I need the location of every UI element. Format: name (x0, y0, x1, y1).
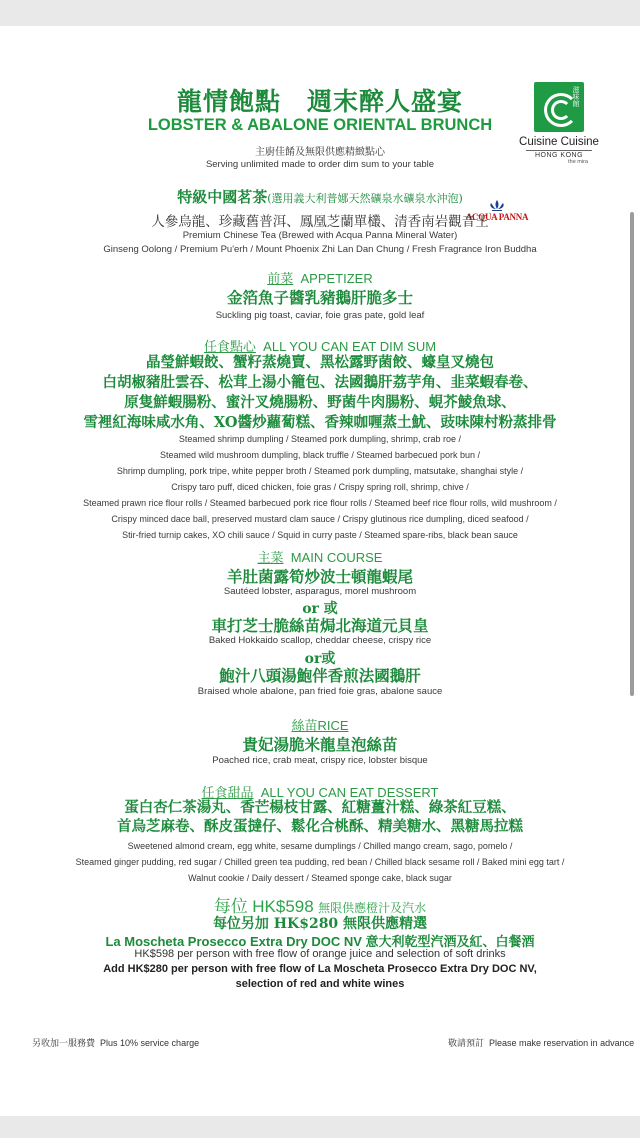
or-divider: or或 (304, 651, 336, 667)
tea-title: 特級中國茗茶(選用義大利普娜天然礦泉水礦泉水沖泡) (177, 188, 463, 206)
main-dish-2-en: Baked Hokkaido scallop, cheddar cheese, crispy rice (208, 635, 432, 646)
logo-name: Cuisine Cuisine (519, 136, 599, 148)
service-charge-note: 另收加一服務費 Plus 10% service charge (32, 1038, 200, 1049)
rice-dish-zh: 貴妃湯脆米龍皇泡絲苗 (242, 735, 398, 754)
main-dish-2-zh: 車打芝士脆絲苗焗北海道元貝皇 (211, 616, 429, 635)
dessert-zh-line: 蛋白杏仁茶湯丸、香芒楊枝甘露、紅糖薑汁糕、綠茶紅豆糕、 (124, 799, 516, 816)
tea-items-zh: 人參烏龍、珍藏舊普洱、鳳凰芝蘭單欉、清香南岩觀音王 (151, 214, 489, 230)
dimsum-list-en (0, 431, 640, 543)
menu-page (0, 26, 640, 1116)
rice-dish-en: Poached rice, crab meat, crispy rice, lobster bisque (212, 755, 428, 766)
tea-title-en: Premium Chinese Tea (Brewed with Acqua Panna Mineral Water) (182, 230, 458, 241)
dessert-en-line: Walnut cookie / Daily dessert / Steamed sponge cake, black sugar (188, 873, 452, 883)
price-line-4: HK$598 per person with free flow of orange juice and selection of soft drinks (134, 948, 506, 960)
price-line-3: La Moscheta Prosecco Extra Dry DOC NV 意大利乾型汽酒及紅、白餐酒 (105, 934, 535, 949)
price-line-1: 每位 HK$598 無限供應橙汁及汽水 (213, 897, 427, 917)
dimsum-header: 任食點心 ALL YOU CAN EAT DIM SUM (203, 339, 437, 355)
reservation-note: 敬請預訂 Please make reservation in advance (448, 1038, 635, 1049)
dessert-en-line: Sweetened almond cream, egg white, sesame dumplings / Chilled mango cream, sago, pomelo / (127, 841, 513, 851)
dimsum-en-line: Steamed prawn rice flour rolls / Steamed barbecued pork rice flour rolls / Steamed beef rice flour rolls, wild mushroom / (83, 498, 557, 508)
dimsum-en-line: Crispy taro puff, diced chicken, foie gras / Crispy spring roll, shrimp, chive / (171, 482, 469, 492)
cc-logo-icon: 滋味館 (534, 82, 584, 132)
or-divider: or 或 (302, 601, 338, 617)
dessert-en-line: Steamed ginger pudding, red sugar / Chilled green tea pudding, red bean / Chilled black sesame roll / Baked mini egg tart / (75, 857, 565, 867)
subtitle-zh: 主廚佳餚及無限供應精緻點心 (255, 147, 385, 158)
title-en: LOBSTER & ABALONE ORIENTAL BRUNCH (147, 116, 493, 134)
main-dish-1-en: Sautéed lobster, asparagus, morel mushroom (223, 586, 417, 597)
appetizer-dish-zh: 金箔魚子醬乳豬鵝肝脆多士 (226, 288, 413, 307)
logo-city: HONG KONG (526, 150, 592, 159)
dimsum-en-line: Stir-fried turnip cakes, XO chili sauce / Squid in curry paste / Steamed spare-ribs, black bean sauce (122, 530, 518, 540)
dimsum-zh-line: 雪裡紅海味咸水角、XO醬炒蘿蔔糕、香辣咖喱蒸土魷、豉味陳村粉蒸排骨 (83, 414, 557, 431)
appetizer-header: 前菜 APPETIZER (267, 271, 373, 287)
main-dish-3-zh: 鮑汁八頭湯鮑伴香煎法國鵝肝 (219, 666, 421, 685)
price-line-2: 每位另加 HK$280 無限供應精選 (212, 916, 428, 932)
rice-header: 絲苗RICE (291, 718, 349, 734)
tea-items-en: Ginseng Oolong / Premium Pu'erh / Mount Phoenix Zhi Lan Dan Chung / Fresh Fragrance Iron Buddha (103, 244, 537, 255)
dessert-list-zh (0, 798, 640, 836)
dessert-header: 任食甜品 ALL YOU CAN EAT DESSERT (201, 785, 439, 801)
title-zh: 龍情飽點 週末醉人盛宴 (176, 87, 463, 116)
dimsum-zh-line: 白胡椒豬肚雲吞、松茸上湯小籠包、法國鵝肝荔芋角、韭菜蝦春卷、 (102, 374, 538, 391)
price-line-6: selection of red and white wines (235, 978, 405, 990)
subtitle-en: Serving unlimited made to order dim sum to your table (205, 159, 435, 170)
dimsum-zh-line: 原隻鮮蝦腸粉、蜜汁叉燒腸粉、野菌牛肉腸粉、蜆芥鯪魚球、 (124, 394, 516, 411)
main-dish-3-en: Braised whole abalone, pan fried foie gras, abalone sauce (197, 686, 443, 697)
dimsum-zh-line: 晶瑩鮮蝦餃、蟹籽蒸燒賣、黑松露野菌餃、蠔皇叉燒包 (146, 354, 494, 371)
main-dish-1-zh: 羊肚菌露筍炒波士頓龍蝦尾 (226, 567, 413, 586)
dimsum-en-line: Crispy minced dace ball, preserved mustard clam sauce / Crispy glutinous rice dumpling, diced seafood / (111, 514, 529, 524)
dessert-zh-line: 首烏芝麻卷、酥皮蛋撻仔、鬆化合桃酥、精美糖水、黑糖馬拉糕 (117, 818, 523, 835)
acqua-panna-logo: ACQUA PANNA (460, 200, 534, 222)
logo-sub: the mira (568, 159, 588, 165)
dimsum-en-line: Steamed shrimp dumpling / Steamed pork dumpling, shrimp, crab roe / (178, 434, 462, 444)
dimsum-en-line: Steamed wild mushroom dumpling, black truffle / Steamed barbecued pork bun / (159, 450, 480, 460)
appetizer-dish-en: Suckling pig toast, caviar, foie gras pate, gold leaf (215, 310, 425, 321)
dessert-list-en (0, 838, 640, 886)
scrollbar-thumb[interactable] (630, 212, 634, 696)
dimsum-en-line: Shrimp dumpling, pork tripe, white pepper broth / Steamed pork dumpling, matsutake, shanghai style / (116, 466, 524, 476)
dimsum-list-zh (0, 353, 640, 433)
main-header: 主菜 MAIN COURSE (257, 550, 383, 566)
price-line-5: Add HK$280 per person with free flow of La Moscheta Prosecco Extra Dry DOC NV, (103, 963, 537, 975)
restaurant-logo (516, 82, 602, 165)
